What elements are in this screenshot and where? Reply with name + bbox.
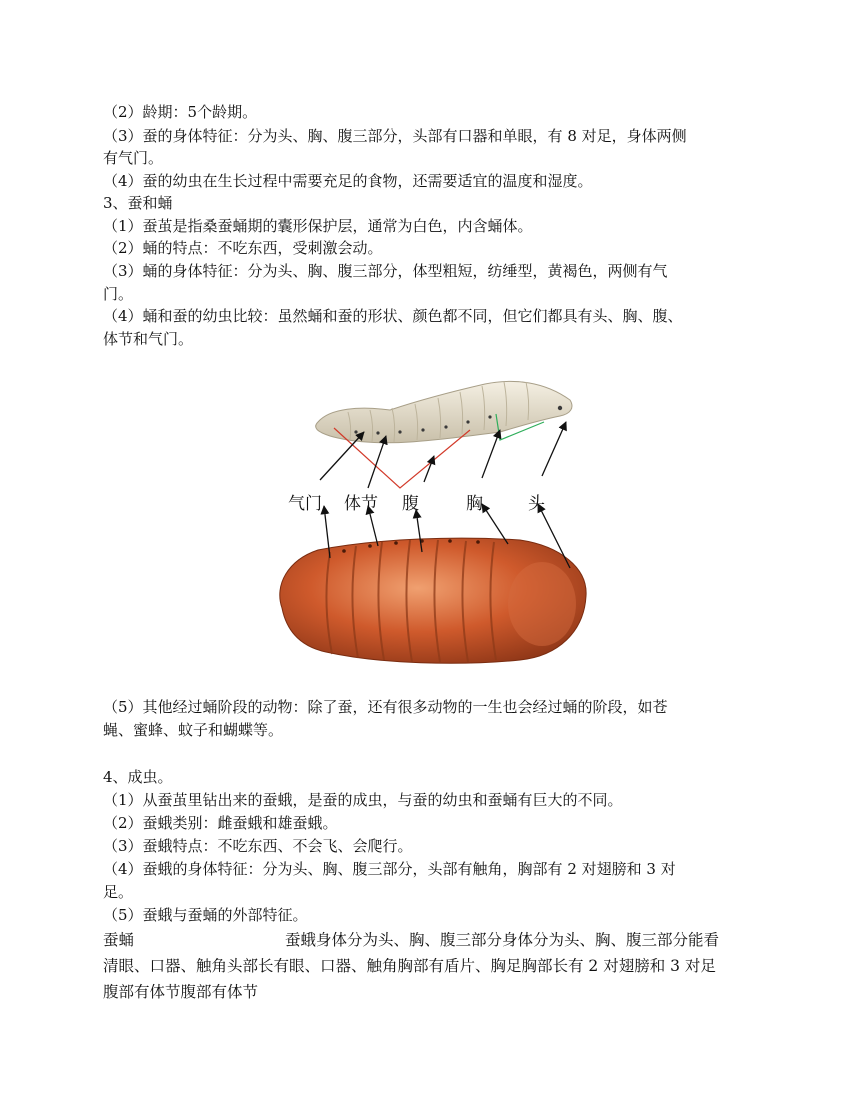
comparison-text: 蚕蛾身体分为头、胸、腹三部分身体分为头、胸、腹三部分能看 <box>285 931 720 949</box>
comparison-header-pupa: 蚕蛹 <box>103 931 135 949</box>
larva-image <box>316 381 572 442</box>
label-segment: 体节 <box>344 494 378 514</box>
label-thorax: 胸 <box>466 494 483 514</box>
section-heading: 4、成虫。 <box>103 768 173 786</box>
text-line: 体节和气门。 <box>103 330 194 348</box>
arrow-abdomen-larva <box>424 456 434 482</box>
pupa-image <box>280 538 586 663</box>
arrow-head-larva <box>542 422 566 476</box>
label-head: 头 <box>528 494 545 514</box>
text-line: 足。 <box>103 883 134 901</box>
silkworm-diagram <box>270 370 590 670</box>
text-line: （1）蚕茧是指桑蚕蛹期的囊形保护层，通常为白色，内含蛹体。 <box>103 217 533 235</box>
arrow-thorax-larva <box>482 430 500 478</box>
comparison-text: 清眼、口器、触角头部长有眼、口器、触角胸部有盾片、胸足胸部长有 2 对翅膀和 3 对足 <box>103 957 716 975</box>
label-spiracle: 气门 <box>288 494 322 514</box>
text-line: （2）蚕蛾类别：雌蚕蛾和雄蚕蛾。 <box>103 814 338 832</box>
text-line: （4）蛹和蚕的幼虫比较：虽然蛹和蚕的形状、颜色都不同，但它们都具有头、胸、腹、 <box>103 307 683 325</box>
text-line: （3）蚕蛾特点：不吃东西、不会飞、会爬行。 <box>103 837 413 855</box>
text-line: （3）蛹的身体特征：分为头、胸、腹三部分，体型粗短，纺缍型，黄褐色，两侧有气 <box>103 262 668 280</box>
text-line: 蝇、蜜蜂、蚊子和蝴蝶等。 <box>103 721 284 739</box>
text-line: （3）蚕的身体特征：分为头、胸、腹三部分，头部有口器和单眼，有 8 对足，身体两侧 <box>103 127 687 145</box>
text-line: （2）蛹的特点：不吃东西，受刺激会动。 <box>103 239 383 257</box>
text-line: （5）其他经过蛹阶段的动物：除了蚕，还有很多动物的一生也会经过蛹的阶段，如苍 <box>103 698 668 716</box>
comparison-text: 腹部有体节腹部有体节 <box>103 983 259 1001</box>
text-line: （5）蚕蛾与蚕蛹的外部特征。 <box>103 906 308 924</box>
text-line: （4）蚕的幼虫在生长过程中需要充足的食物，还需要适宜的温度和湿度。 <box>103 172 593 190</box>
text-line: 门。 <box>103 285 134 303</box>
silkworm-diagram-svg <box>270 370 590 670</box>
text-line: （1）从蚕茧里钻出来的蚕蛾，是蚕的成虫，与蚕的幼虫和蚕蛹有巨大的不同。 <box>103 791 623 809</box>
text-line: （4）蚕蛾的身体特征：分为头、胸、腹三部分，头部有触角，胸部有 2 对翅膀和 3 对 <box>103 860 676 878</box>
label-abdomen: 腹 <box>402 494 419 514</box>
section-heading: 3、蚕和蛹 <box>103 194 173 212</box>
text-line: （2）龄期：5个龄期。 <box>103 103 258 121</box>
text-line: 有气门。 <box>103 149 164 167</box>
